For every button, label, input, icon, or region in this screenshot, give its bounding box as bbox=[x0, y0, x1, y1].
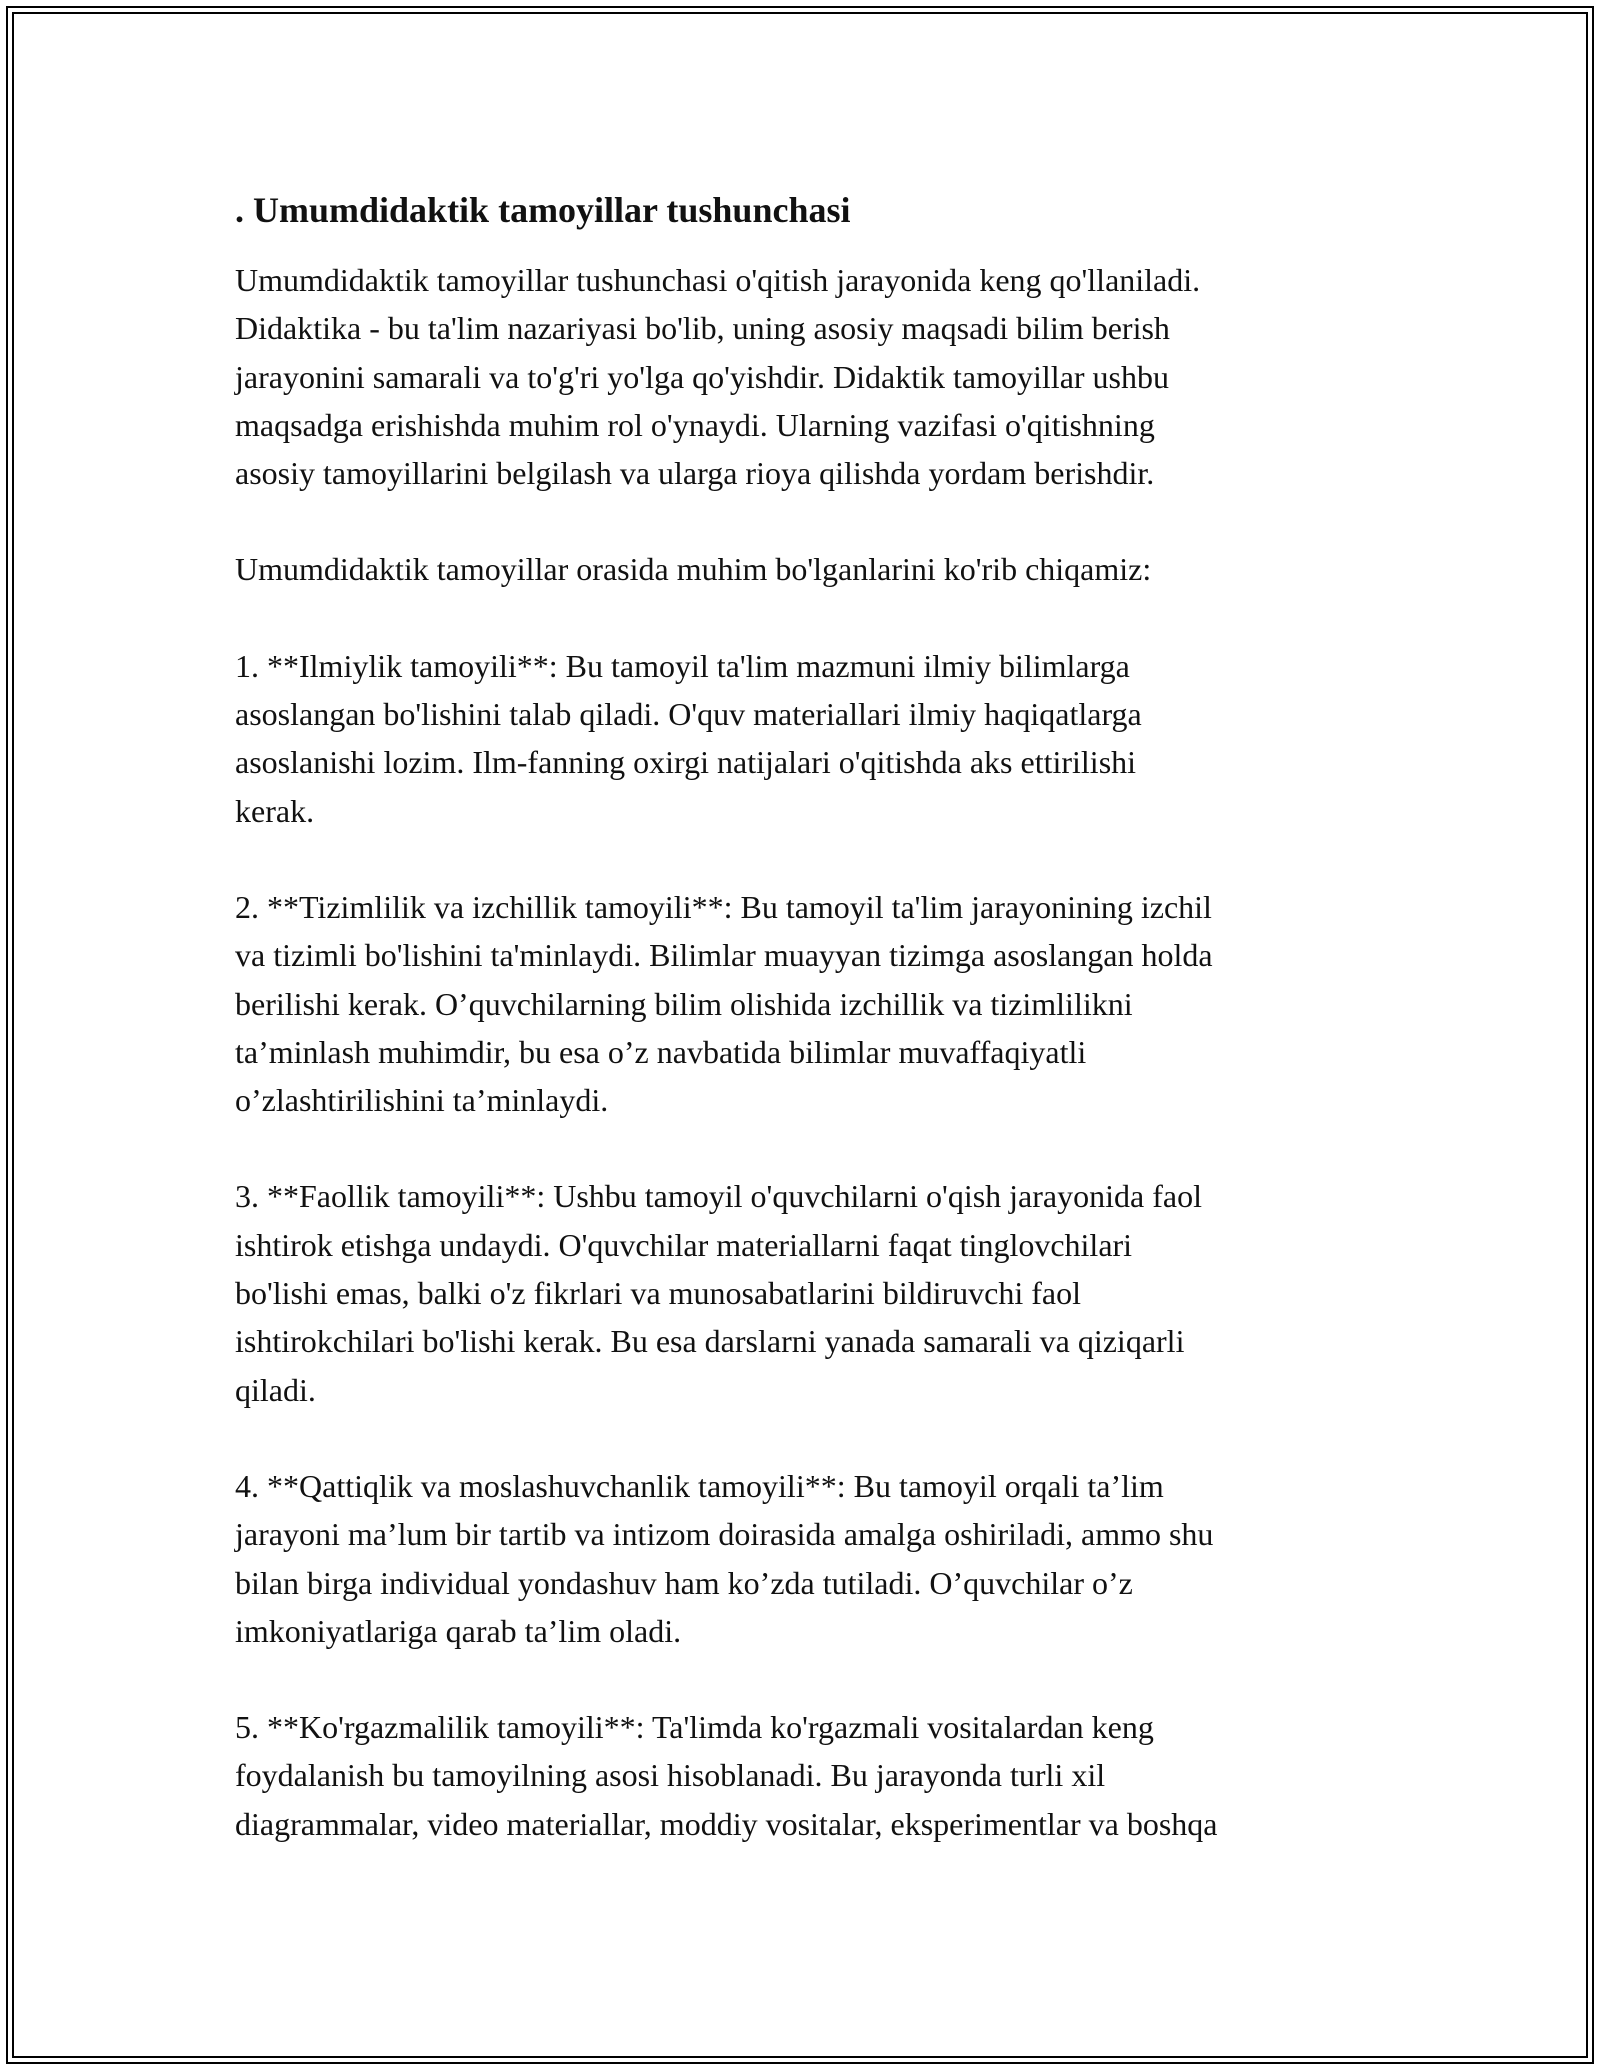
paragraph-line: jarayonini samarali va to'g'ri yo'lga qo'yishdir. Didaktik tamoyillar ushbu bbox=[235, 358, 1169, 395]
lead-in-paragraph bbox=[235, 545, 1395, 593]
paragraph-line: 4. **Qattiqlik va moslashuvchanlik tamoyili**: Bu tamoyil orqali ta’lim bbox=[235, 1467, 1164, 1504]
paragraph-line: foydalanish bu tamoyilning asosi hisoblanadi. Bu jarayonda turli xil bbox=[235, 1757, 1106, 1794]
paragraph-line: bilan birga individual yondashuv ham ko’zda tutiladi. O’quvchilar o’z bbox=[235, 1564, 1133, 1601]
paragraph-line: asosiy tamoyillarini belgilash va ularga rioya qilishda yordam berishdir. bbox=[235, 455, 1155, 492]
paragraph-line: qiladi. bbox=[235, 1371, 316, 1408]
paragraph-line: berilishi kerak. O’quvchilarning bilim olishida izchillik va tizimlilikni bbox=[235, 985, 1133, 1022]
paragraph-line: o’zlashtirilishini ta’minlaydi. bbox=[235, 1082, 609, 1119]
paragraph-line: ishtirok etishga undaydi. O'quvchilar materiallarni faqat tinglovchilari bbox=[235, 1226, 1133, 1263]
paragraph-line: 2. **Tizimlilik va izchillik tamoyili**: Bu tamoyil ta'lim jarayonining izchil bbox=[235, 888, 1212, 925]
paragraph-line: maqsadga erishishda muhim rol o'ynaydi. Ularning vazifasi o'qitishning bbox=[235, 406, 1155, 443]
paragraph-line: va tizimli bo'lishini ta'minlaydi. Bilimlar muayyan tizimga asoslangan holda bbox=[235, 937, 1213, 974]
paragraph-line: imkoniyatlariga qarab ta’lim oladi. bbox=[235, 1612, 682, 1649]
paragraph-line: bo'lishi emas, balki o'z fikrlari va munosabatlarini bildiruvchi faol bbox=[235, 1275, 1081, 1312]
principle-4-paragraph bbox=[235, 1462, 1395, 1655]
paragraph-line: 5. **Ko'rgazmalilik tamoyili**: Ta'limda ko'rgazmali vositalardan keng bbox=[235, 1709, 1154, 1746]
paragraph-line: diagrammalar, video materiallar, moddiy vositalar, eksperimentlar va boshqa bbox=[235, 1805, 1218, 1842]
document-body bbox=[235, 186, 1395, 1896]
paragraph-line: 1. **Ilmiylik tamoyili**: Bu tamoyil ta'lim mazmuni ilmiy bilimlarga bbox=[235, 647, 1130, 684]
paragraph-line: Umumdidaktik tamoyillar tushunchasi o'qitish jarayonida keng qo'llaniladi. bbox=[235, 262, 1201, 298]
principle-3-paragraph bbox=[235, 1172, 1395, 1413]
intro-paragraph bbox=[235, 256, 1395, 497]
paragraph-line: jarayoni ma’lum bir tartib va intizom doirasida amalga oshiriladi, ammo shu bbox=[235, 1516, 1214, 1553]
paragraph-line: ta’minlash muhimdir, bu esa o’z navbatida bilimlar muvaffaqiyatli bbox=[235, 1033, 1087, 1070]
paragraph-line: Umumdidaktik tamoyillar orasida muhim bo'lganlarini ko'rib chiqamiz: bbox=[235, 551, 1152, 588]
paragraph-line: ishtirokchilari bo'lishi kerak. Bu esa darslarni yanada samarali va qiziqarli bbox=[235, 1323, 1185, 1360]
principle-2-paragraph bbox=[235, 883, 1395, 1124]
page-title: . Umumdidaktik tamoyillar tushunchasi bbox=[235, 190, 851, 230]
paragraph-line: asoslanishi lozim. Ilm-fanning oxirgi natijalari o'qitishda aks ettirilishi bbox=[235, 744, 1137, 781]
paragraph-line: kerak. bbox=[235, 792, 315, 829]
principle-5-paragraph bbox=[235, 1703, 1395, 1848]
paragraph-line: 3. **Faollik tamoyili**: Ushbu tamoyil o'quvchilarni o'qish jarayonida faol bbox=[235, 1178, 1202, 1215]
principle-1-paragraph bbox=[235, 642, 1395, 835]
paragraph-line: asoslangan bo'lishini talab qiladi. O'quv materiallari ilmiy haqiqatlarga bbox=[235, 696, 1142, 733]
paragraph-line: Didaktika - bu ta'lim nazariyasi bo'lib, uning asosiy maqsadi bilim berish bbox=[235, 310, 1170, 347]
